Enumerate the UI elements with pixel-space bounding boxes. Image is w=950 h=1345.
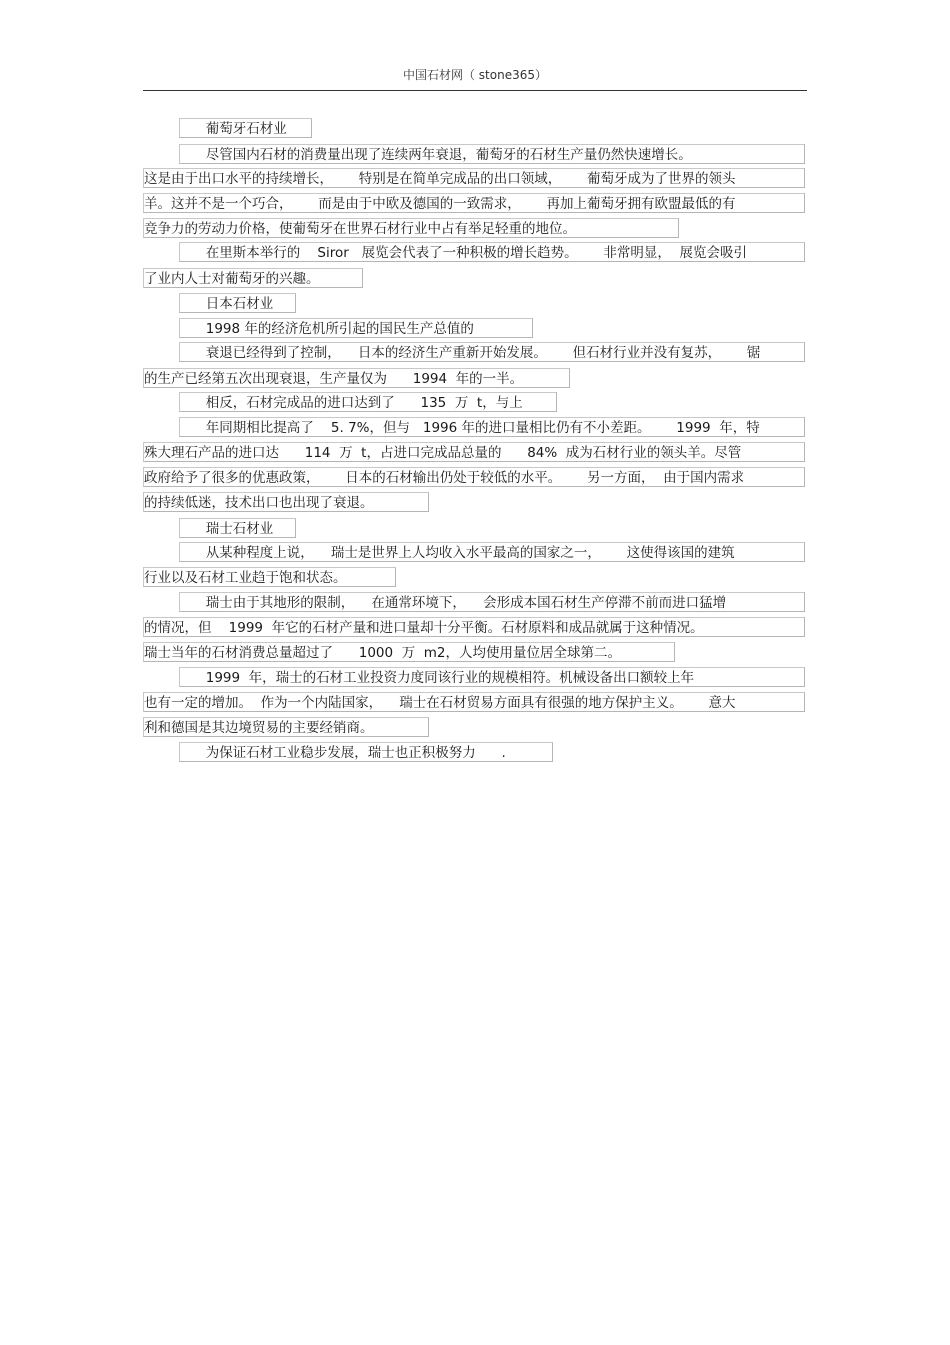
text-line: 的持续低迷，技术出口也出现了衰退。 <box>143 492 429 512</box>
text-line: 1999 年，瑞士的石材工业投资力度同该行业的规模相符。机械设备出口额较上年 <box>179 667 805 687</box>
text-line: 殊大理石产品的进口达 114 万 t，占进口完成品总量的 84% 成为石材行业的领头羊。尽管 <box>143 442 805 462</box>
text-line: 行业以及石材工业趋于饱和状态。 <box>143 567 396 587</box>
text-line-portugal-heading: 葡萄牙石材业 <box>179 118 312 138</box>
text-line: 这是由于出口水平的持续增长， 特别是在简单完成品的出口领域， 葡萄牙成为了世界的领头 <box>143 168 805 188</box>
text-line: 政府给予了很多的优惠政策， 日本的石材输出仍处于较低的水平。 另一方面， 由于国内需求 <box>143 467 805 487</box>
text-line: 年同期相比提高了 5. 7%，但与 1996 年的进口量相比仍有不小差距。 1999 年，特 <box>179 417 805 437</box>
text-line: 羊。这并不是一个巧合， 而是由于中欧及德国的一致需求， 再加上葡萄牙拥有欧盟最低的有 <box>143 193 805 213</box>
text-line: 的情况，但 1999 年它的石材产量和进口量却十分平衡。石材原料和成品就属于这种情况。 <box>143 617 805 637</box>
text-line: 瑞士当年的石材消费总量超过了 1000 万 m2，人均使用量位居全球第二。 <box>143 642 675 662</box>
text-line: 也有一定的增加。 作为一个内陆国家， 瑞士在石材贸易方面具有很强的地方保护主义。 意大 <box>143 692 805 712</box>
text-line: 的生产已经第五次出现衰退，生产量仅为 1994 年的一半。 <box>143 368 570 388</box>
text-line-switzerland-heading: 瑞士石材业 <box>179 518 296 538</box>
header-site-name: 中国石材网（ stone365） <box>402 68 547 82</box>
text-line: 从某种程度上说， 瑞士是世界上人均收入水平最高的国家之一， 这使得该国的建筑 <box>179 542 805 562</box>
page-header <box>0 66 950 83</box>
text-line: 尽管国内石材的消费量出现了连续两年衰退，葡萄牙的石材生产量仍然快速增长。 <box>179 144 805 164</box>
text-line: 竞争力的劳动力价格，使葡萄牙在世界石材行业中占有举足轻重的地位。 <box>143 218 679 238</box>
text-line: 1998 年的经济危机所引起的国民生产总值的 <box>179 318 533 338</box>
text-line: 为保证石材工业稳步发展，瑞士也正积极努力 . <box>179 742 553 762</box>
text-line: 了业内人士对葡萄牙的兴趣。 <box>143 268 363 288</box>
text-line: 衰退已经得到了控制， 日本的经济生产重新开始发展。 但石材行业并没有复苏， 锯 <box>179 342 805 362</box>
text-line: 瑞士由于其地形的限制， 在通常环境下， 会形成本国石材生产停滞不前而进口猛增 <box>179 592 805 612</box>
text-line: 相反，石材完成品的进口达到了 135 万 t，与上 <box>179 392 557 412</box>
text-line-japan-heading: 日本石材业 <box>179 293 296 313</box>
text-line: 在里斯本举行的 Siror 展览会代表了一种积极的增长趋势。 非常明显， 展览会吸引 <box>179 242 805 262</box>
text-line: 利和德国是其边境贸易的主要经销商。 <box>143 717 429 737</box>
header-divider <box>143 90 807 91</box>
